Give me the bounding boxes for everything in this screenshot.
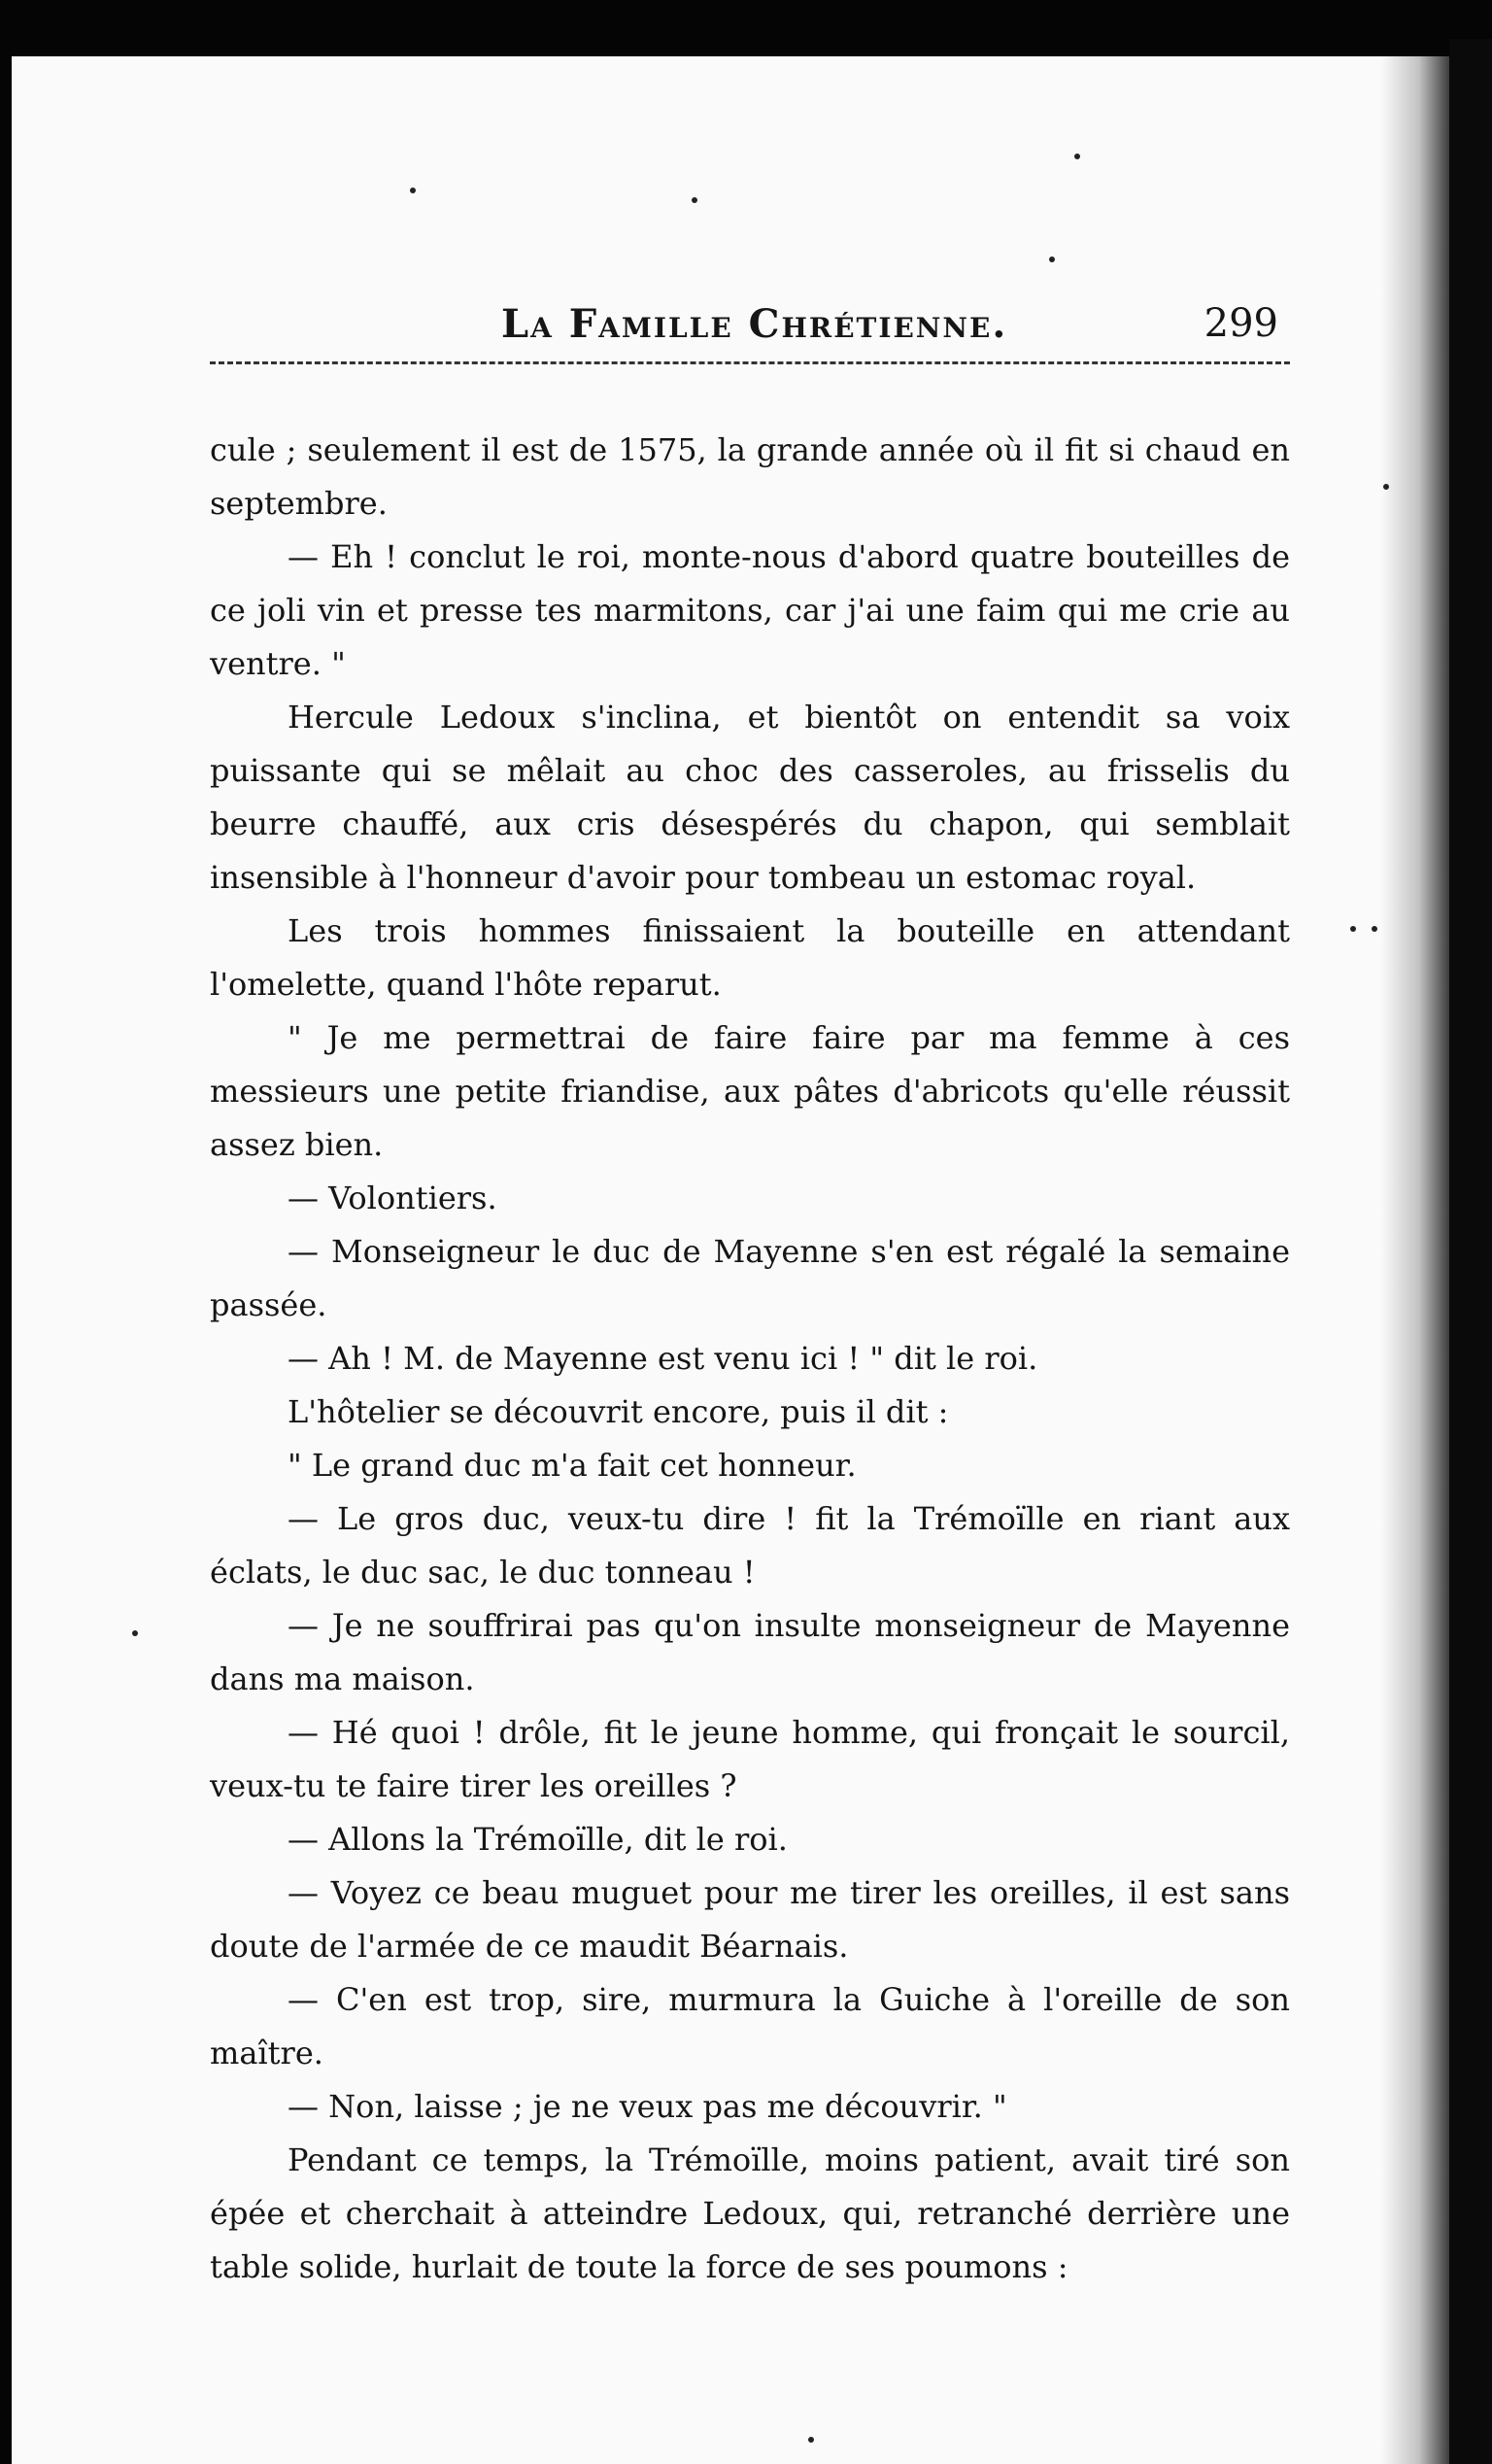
paragraph: — Allons la Trémoïlle, dit le roi. [288,1821,788,1858]
ink-speck [1350,926,1356,932]
paragraph: — Monseigneur le duc de Mayenne s'en est régalé la semaine passée. [210,1233,1290,1323]
paragraph: " Je me permettrai de faire faire par ma femme à ces messieurs une petite friandise, aux pâtes d'abricots qu'elle réussit assez bien. [210,1019,1290,1163]
paragraph: — Le gros duc, veux-tu dire ! fit la Trémoïlle en riant aux éclats, le duc sac, le duc tonneau ! [210,1500,1290,1591]
paragraph: — Non, laisse ; je ne veux pas me découvrir. " [288,2088,1007,2125]
paragraph: Les trois hommes finissaient la bouteille en attendant l'omelette, quand l'hôte reparut. [210,912,1290,1003]
paragraph: " Le grand duc m'a fait cet honneur. [288,1447,857,1484]
paragraph: L'hôtelier se découvrit encore, puis il dit : [288,1393,949,1430]
paragraph: — Je ne souffrirai pas qu'on insulte monseigneur de Mayenne dans ma maison. [210,1607,1290,1697]
paragraph: — Voyez ce beau muguet pour me tirer les oreilles, il est sans doute de l'armée de ce maudit Béarnais. [210,1874,1290,1965]
paragraph: — C'en est trop, sire, murmura la Guiche à l'oreille de son maître. [210,1981,1290,2071]
page-number: 299 [1204,301,1278,346]
paragraph: cule ; seulement il est de 1575, la grande année où il fit si chaud en septembre. [210,431,1290,522]
ink-speck [1049,257,1055,262]
ink-speck [692,197,697,203]
ink-speck [1074,154,1080,159]
header-rule [210,361,1290,364]
ink-speck [1372,926,1377,932]
running-title: La Famille Chrétienne. [501,301,1008,347]
paragraph: — Volontiers. [288,1180,497,1216]
running-header [501,301,1298,359]
paper-sheet [12,56,1449,2464]
ink-speck [808,2437,814,2443]
ink-speck [132,1630,138,1636]
ink-speck [410,188,416,193]
body-text [210,424,1290,2294]
paragraph: — Hé quoi ! drôle, fit le jeune homme, qui fronçait le sourcil, veux-tu te faire tirer les oreilles ? [210,1714,1290,1804]
ink-speck [1383,484,1389,490]
paragraph: Hercule Ledoux s'inclina, et bientôt on entendit sa voix puissante qui se mêlait au choc des casseroles, au frisselis du beurre chauffé, aux cris désespérés du chapon, qui semblait insensible à l'honneur d'avoir pour tombeau un estomac royal. [210,699,1290,896]
page-curl-shadow [1381,56,1449,2464]
paragraph: — Ah ! M. de Mayenne est venu ici ! " dit le roi. [288,1340,1038,1377]
paragraph: Pendant ce temps, la Trémoïlle, moins patient, avait tiré son épée et cherchait à atteindre Ledoux, qui, retranché derrière une table solide, hurlait de toute la force de ses poumons : [210,2141,1290,2285]
paragraph: — Eh ! conclut le roi, monte-nous d'abord quatre bouteilles de ce joli vin et presse tes marmitons, car j'ai une faim qui me crie au ventre. " [210,538,1290,682]
book-edge [1449,39,1492,2464]
